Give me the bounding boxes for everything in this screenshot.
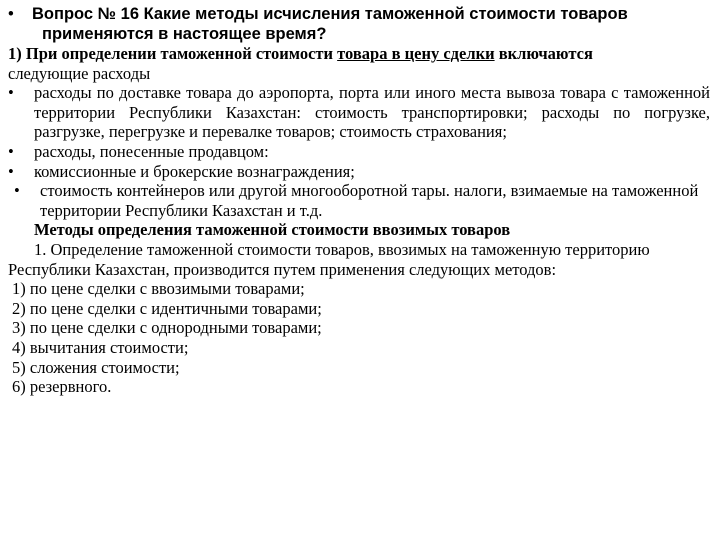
section-1-line-2: следующие расходы [8,63,151,83]
methods-heading: Методы определения таможенной стоимости ввозимых товаров [34,220,511,240]
title-line-1: Вопрос № 16 Какие методы исчисления таможенной стоимости товаров [32,5,628,23]
methods-intro: 1. Определение таможенной стоимости товаров, ввозимых на таможенную территорию Республики Казахстан, производится путем применения следующих методов: [8,239,650,279]
method-item: 3) по цене сделки с однородными товарами; [12,318,322,338]
method-item: 4) вычитания стоимости; [12,337,189,357]
section-1-underlined: товара в цену сделки [337,44,495,63]
method-item: 6) резервного. [12,377,112,397]
list-item: • расходы по доставке товара до аэропорта, порта или иного места вывоза товара с таможенной территории Республики Казахстан: стоимость транспортировки; расходы по погрузке, разгрузке, перегрузке и перевалке товаров; стоимость страхования; [8,83,710,142]
section-1-prefix: 1) При определении таможенной стоимости [8,44,338,63]
title-line-2: применяются в настоящее время? [42,25,327,43]
slide-title [8,4,708,44]
title-bullet: • [8,5,14,23]
method-item: 1) по цене сделки с ввозимыми товарами; [12,279,305,299]
list-item: • расходы, понесенные продавцом: [8,142,710,162]
slide-body [8,44,710,397]
method-item: 2) по цене сделки с идентичными товарами; [12,298,322,318]
list-item-text: расходы, понесенные продавцом: [34,141,269,161]
section-1-heading [8,44,710,64]
list-item-text: комиссионные и брокерские вознаграждения; [34,161,355,181]
method-item: 5) сложения стоимости; [12,357,180,377]
list-item-text: расходы по доставке товара до аэропорта, порта или иного места вывоза товара с таможенной территории Республики Казахстан: стоимость транспортировки; расходы по погрузке, разгрузке, перегрузке и перевалке товаров; стоимость страхования; [34,83,710,142]
list-item: • стоимость контейнеров или другой многооборотной тары. налоги, взимаемые на таможенной территории Республики Казахстан и т.д. [8,181,710,220]
list-item-text: стоимость контейнеров или другой многооборотной тары. налоги, взимаемые на таможенной территории Республики Казахстан и т.д. [40,181,699,220]
section-1-suffix: включаются [494,44,593,63]
list-item: • комиссионные и брокерские вознаграждения; [8,162,710,182]
